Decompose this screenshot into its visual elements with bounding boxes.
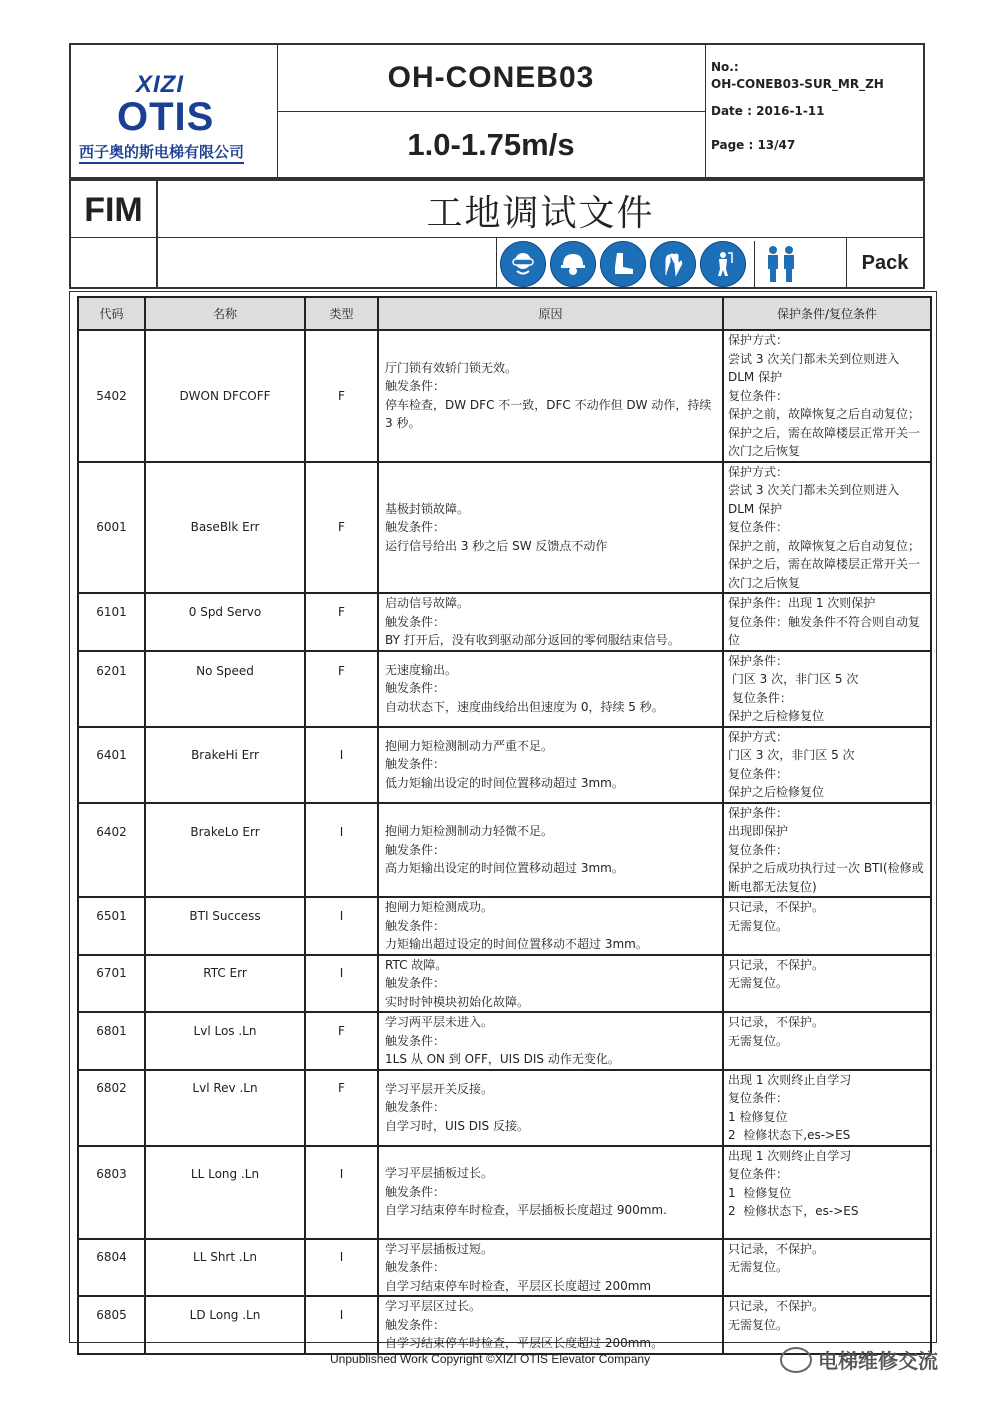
protection-line: 只记录，不保护。 (728, 1241, 825, 1256)
protection-line: 2 检修状态下,es->ES (728, 1128, 851, 1142)
protection-line: 1 检修复位 (728, 1109, 788, 1124)
cause-line: 触发条件： (385, 1184, 446, 1199)
protection-condition (723, 897, 931, 955)
protection-condition (723, 593, 931, 651)
protection-line: 1 检修复位 (728, 1185, 792, 1200)
logo-xizi-text: XIZI (136, 71, 185, 98)
protection-line: 复位条件： (728, 842, 789, 857)
ppe-row-blank-1 (71, 238, 158, 288)
cause-line: 触发条件： (385, 1260, 446, 1274)
fault-code: 6803 (78, 1146, 145, 1239)
protection-line: 只记录，不保护。 (728, 900, 825, 914)
doc-no-value: OH-CONEB03-SUR_MR_ZH (711, 77, 884, 91)
cause-line: 学习平层插板过短。 (385, 1241, 494, 1256)
col-header-name: 名称 (145, 297, 305, 330)
cause-line: 自学习结束停车时检查，平层区长度超过 200mm (385, 1278, 652, 1293)
cause-line: 1LS 从 ON 到 OFF，UIS DIS 动作无变化。 (385, 1052, 620, 1066)
protection-condition (723, 651, 931, 727)
fault-name: LD Long .Ln (145, 1296, 305, 1354)
cause-line: 触发条件： (385, 842, 446, 857)
fault-code: 6001 (78, 462, 145, 594)
protection-line: 保护条件： (728, 653, 789, 668)
cause-line: 学习平层区过长。 (385, 1299, 482, 1313)
cause-line: 力矩输出超过设定的时间位置移动不超过 3mm。 (385, 937, 648, 951)
table-row (78, 330, 931, 462)
protection-line: 只记录，不保护。 (728, 1015, 825, 1029)
doc-date: Date : 2016-1-11 (711, 104, 825, 118)
speed-range: 1.0-1.75m/s (407, 126, 575, 162)
table-row (78, 727, 931, 803)
table-row (78, 462, 931, 594)
fault-type: I (305, 1239, 378, 1297)
cause-line: 触发条件： (385, 918, 446, 933)
fault-name: LL Shrt .Ln (145, 1239, 305, 1297)
protection-line: 2 检修状态下，es->ES (728, 1204, 859, 1218)
copyright-footer: Unpublished Work Copyright ©XIZI OTIS Elevator Company (330, 1352, 651, 1366)
document-header (69, 43, 925, 179)
col-header-type: 类型 (305, 297, 378, 330)
cause-line: 触发条件： (385, 379, 446, 394)
fault-name: BTI Success (145, 897, 305, 955)
protection-line: 出现 1 次则终止自学习 (728, 1148, 852, 1163)
protection-line: 无需复位。 (728, 1317, 789, 1332)
cause-line: 抱闸力矩检测制动力轻微不足。 (385, 824, 554, 838)
harness-icon (700, 241, 746, 287)
fault-cause (378, 1070, 723, 1146)
fault-name: DWON DFCOFF (145, 330, 305, 462)
doc-no-label: No.: (711, 60, 739, 74)
fault-cause (378, 593, 723, 651)
protection-line: 无需复位。 (728, 918, 789, 933)
table-row (78, 897, 931, 955)
protection-line: 保护之前，故障恢复之后自动复位；保护之后，需在故障楼层正常开关一次门之后恢复 (728, 407, 921, 458)
protection-line: 出现即保护 (728, 824, 789, 838)
cause-line: 运行信号给出 3 秒之后 SW 反馈点不动作 (385, 538, 608, 553)
fault-cause (378, 897, 723, 955)
ppe-row (71, 237, 923, 288)
doc-meta (711, 59, 921, 154)
protection-condition (723, 1239, 931, 1297)
fault-code: 6802 (78, 1070, 145, 1146)
cause-line: 触发条件： (385, 976, 446, 990)
fault-type: I (305, 1296, 378, 1354)
protection-line: 门区 3 次，非门区 5 次 (728, 748, 855, 762)
protection-line: 复位条件： (728, 766, 789, 781)
doc-code: OH-CONEB03 (387, 61, 595, 94)
protection-line: 只记录，不保护。 (728, 957, 825, 972)
table-row (78, 803, 931, 898)
fault-code: 6201 (78, 651, 145, 727)
protection-line: 复位条件： (728, 1167, 789, 1181)
protection-line: 尝试 3 次关门都未关到位则进入 DLM 保护 (728, 483, 904, 516)
table-row (78, 593, 931, 651)
two-people-icon (754, 241, 807, 287)
fault-code: 6801 (78, 1012, 145, 1070)
protection-line: 复位条件： (728, 388, 789, 403)
goggles-icon (500, 241, 546, 287)
cause-line: 抱闸力矩检测制动力严重不足。 (385, 738, 554, 753)
fault-type: I (305, 897, 378, 955)
company-logo (71, 45, 278, 177)
protection-condition (723, 330, 931, 462)
cause-line: 实时时钟模块初始化故障。 (385, 994, 530, 1009)
pack-label: Pack (846, 238, 923, 288)
cause-line: 高力矩输出设定的时间位置移动超过 3mm。 (385, 861, 624, 875)
fault-type: F (305, 651, 378, 727)
protection-line: 保护之后检修复位 (728, 709, 825, 723)
fault-code: 6402 (78, 803, 145, 898)
protection-line: 无需复位。 (728, 976, 789, 990)
table-body (78, 330, 931, 1354)
fault-name: Lvl Rev .Ln (145, 1070, 305, 1146)
fault-type: F (305, 1070, 378, 1146)
fault-code: 6501 (78, 897, 145, 955)
protection-line: 无需复位。 (728, 1260, 789, 1274)
cause-line: 停车检查，DW DFC 不一致，DFC 不动作但 DW 动作，持续 3 秒。 (385, 397, 716, 431)
protection-line: 保护方式： (728, 729, 789, 744)
cause-line: RTC 故障。 (385, 957, 448, 972)
protection-line: 保护之后检修复位 (728, 785, 825, 799)
fault-code: 6701 (78, 955, 145, 1013)
cause-line: 抱闸力矩检测成功。 (385, 900, 494, 914)
protection-line: 无需复位。 (728, 1033, 789, 1048)
cause-line: 触发条件： (385, 1100, 446, 1115)
cause-line: 无速度输出。 (385, 662, 458, 677)
cause-line: 触发条件： (385, 520, 446, 534)
fault-cause (378, 1239, 723, 1297)
protection-line: 保护之前，故障恢复之后自动复位；保护之后，需在故障楼层正常开关一次门之后恢复 (728, 538, 921, 590)
fault-cause (378, 462, 723, 594)
table-row (78, 651, 931, 727)
cause-line: BY 打开后，没有收到驱动部分返回的零伺服结束信号。 (385, 633, 680, 647)
fault-cause (378, 1146, 723, 1239)
fault-code: 6805 (78, 1296, 145, 1354)
protection-line: 只记录，不保护。 (728, 1299, 825, 1313)
cause-line: 触发条件： (385, 757, 446, 772)
cause-line: 基极封锁故障。 (385, 501, 470, 516)
fault-cause (378, 803, 723, 898)
fault-type: F (305, 593, 378, 651)
cause-line: 触发条件： (385, 681, 446, 696)
cause-line: 低力矩输出设定的时间位置移动超过 3mm。 (385, 775, 624, 790)
protection-line: 尝试 3 次关门都未关到位则进入 DLM 保护 (728, 351, 904, 384)
fault-name: RTC Err (145, 955, 305, 1013)
protection-line: 保护方式： (728, 464, 789, 479)
fault-cause (378, 1012, 723, 1070)
protection-condition (723, 462, 931, 594)
protection-line: 复位条件： (728, 520, 789, 534)
protection-line: 出现 1 次则终止自学习 (728, 1072, 852, 1087)
fault-type: I (305, 1146, 378, 1239)
cause-line: 自学习结束停车时检查，平层插板长度超过 900mm. (385, 1203, 667, 1218)
cause-line: 触发条件： (385, 614, 446, 629)
cause-line: 启动信号故障。 (385, 596, 470, 610)
protection-line: 保护条件：出现 1 次则保护 (728, 596, 876, 610)
fault-code: 6401 (78, 727, 145, 803)
logo-company-name: 西子奥的斯电梯有限公司 (79, 141, 244, 164)
fault-code: 6804 (78, 1239, 145, 1297)
watermark (780, 1345, 938, 1374)
col-header-cause: 原因 (378, 297, 723, 330)
fault-name: Lvl Los .Ln (145, 1012, 305, 1070)
doc-code-cell (277, 45, 706, 112)
watermark-text: 电梯维修交流 (818, 1349, 938, 1373)
fault-name: 0 Spd Servo (145, 593, 305, 651)
table-row (78, 955, 931, 1013)
protection-line: 复位条件：触发条件不符合则自动复位 (728, 614, 921, 647)
cause-line: 学习平层插板过长。 (385, 1166, 494, 1181)
fault-type: I (305, 727, 378, 803)
cause-line: 自学习时，UIS DIS 反接。 (385, 1118, 529, 1133)
protection-condition (723, 727, 931, 803)
protection-condition (723, 1012, 931, 1070)
fault-name: BaseBlk Err (145, 462, 305, 594)
col-header-protection: 保护条件/复位条件 (723, 297, 931, 330)
table-row (78, 1070, 931, 1146)
fim-label: FIM (71, 179, 158, 239)
fault-code: 5402 (78, 330, 145, 462)
protection-line: 门区 3 次，非门区 5 次 (728, 672, 859, 686)
protection-condition (723, 1146, 931, 1239)
cause-line: 自动状态下，速度曲线给出但速度为 0，持续 5 秒。 (385, 699, 664, 714)
speed-cell (277, 112, 706, 177)
hard-hat-icon (550, 241, 596, 287)
fault-cause (378, 727, 723, 803)
fault-cause (378, 1296, 723, 1354)
col-header-code: 代码 (78, 297, 145, 330)
fault-name: LL Long .Ln (145, 1146, 305, 1239)
protection-line: 复位条件： (728, 690, 792, 705)
fault-name: BrakeHi Err (145, 727, 305, 803)
cause-line: 学习平层开关反接。 (385, 1081, 494, 1096)
fault-type: F (305, 1012, 378, 1070)
fault-code: 6101 (78, 593, 145, 651)
fault-cause (378, 330, 723, 462)
fault-type: I (305, 955, 378, 1013)
cause-line: 学习两平层未进入。 (385, 1015, 494, 1029)
doc-page: Page : 13/47 (711, 138, 796, 152)
ppe-row-blank-2 (158, 238, 497, 288)
table-row (78, 1146, 931, 1239)
protection-line: 保护之后成功执行过一次 BTI(检修或断电都无法复位) (728, 861, 924, 894)
ppe-icons (500, 241, 807, 287)
table-row (78, 1012, 931, 1070)
table-row (78, 1239, 931, 1297)
protection-line: 保护条件： (728, 805, 789, 820)
protection-condition (723, 955, 931, 1013)
wechat-icon (780, 1347, 812, 1373)
fim-section (69, 179, 925, 289)
fault-type: F (305, 330, 378, 462)
fault-type: F (305, 462, 378, 594)
protection-line: 保护方式： (728, 333, 789, 347)
safety-boot-icon (600, 241, 646, 287)
fault-cause (378, 651, 723, 727)
protection-condition (723, 803, 931, 898)
fault-name: No Speed (145, 651, 305, 727)
protection-condition (723, 1070, 931, 1146)
cause-line: 触发条件： (385, 1317, 446, 1332)
fault-name: BrakeLo Err (145, 803, 305, 898)
document-title: 工地调试文件 (158, 179, 923, 239)
cause-line: 触发条件： (385, 1033, 446, 1048)
fault-code-table (77, 296, 932, 1355)
logo-otis-text: OTIS (117, 95, 215, 139)
cause-line: 厅门锁有效轿门锁无效。 (385, 360, 518, 375)
fault-type: I (305, 803, 378, 898)
table-header-row (78, 297, 931, 330)
protection-line: 复位条件： (728, 1091, 789, 1105)
fault-cause (378, 955, 723, 1013)
cause-line: 自学习结束停车时检查，平层区长度超过 200mm。 (385, 1336, 664, 1350)
gloves-icon (650, 241, 696, 287)
